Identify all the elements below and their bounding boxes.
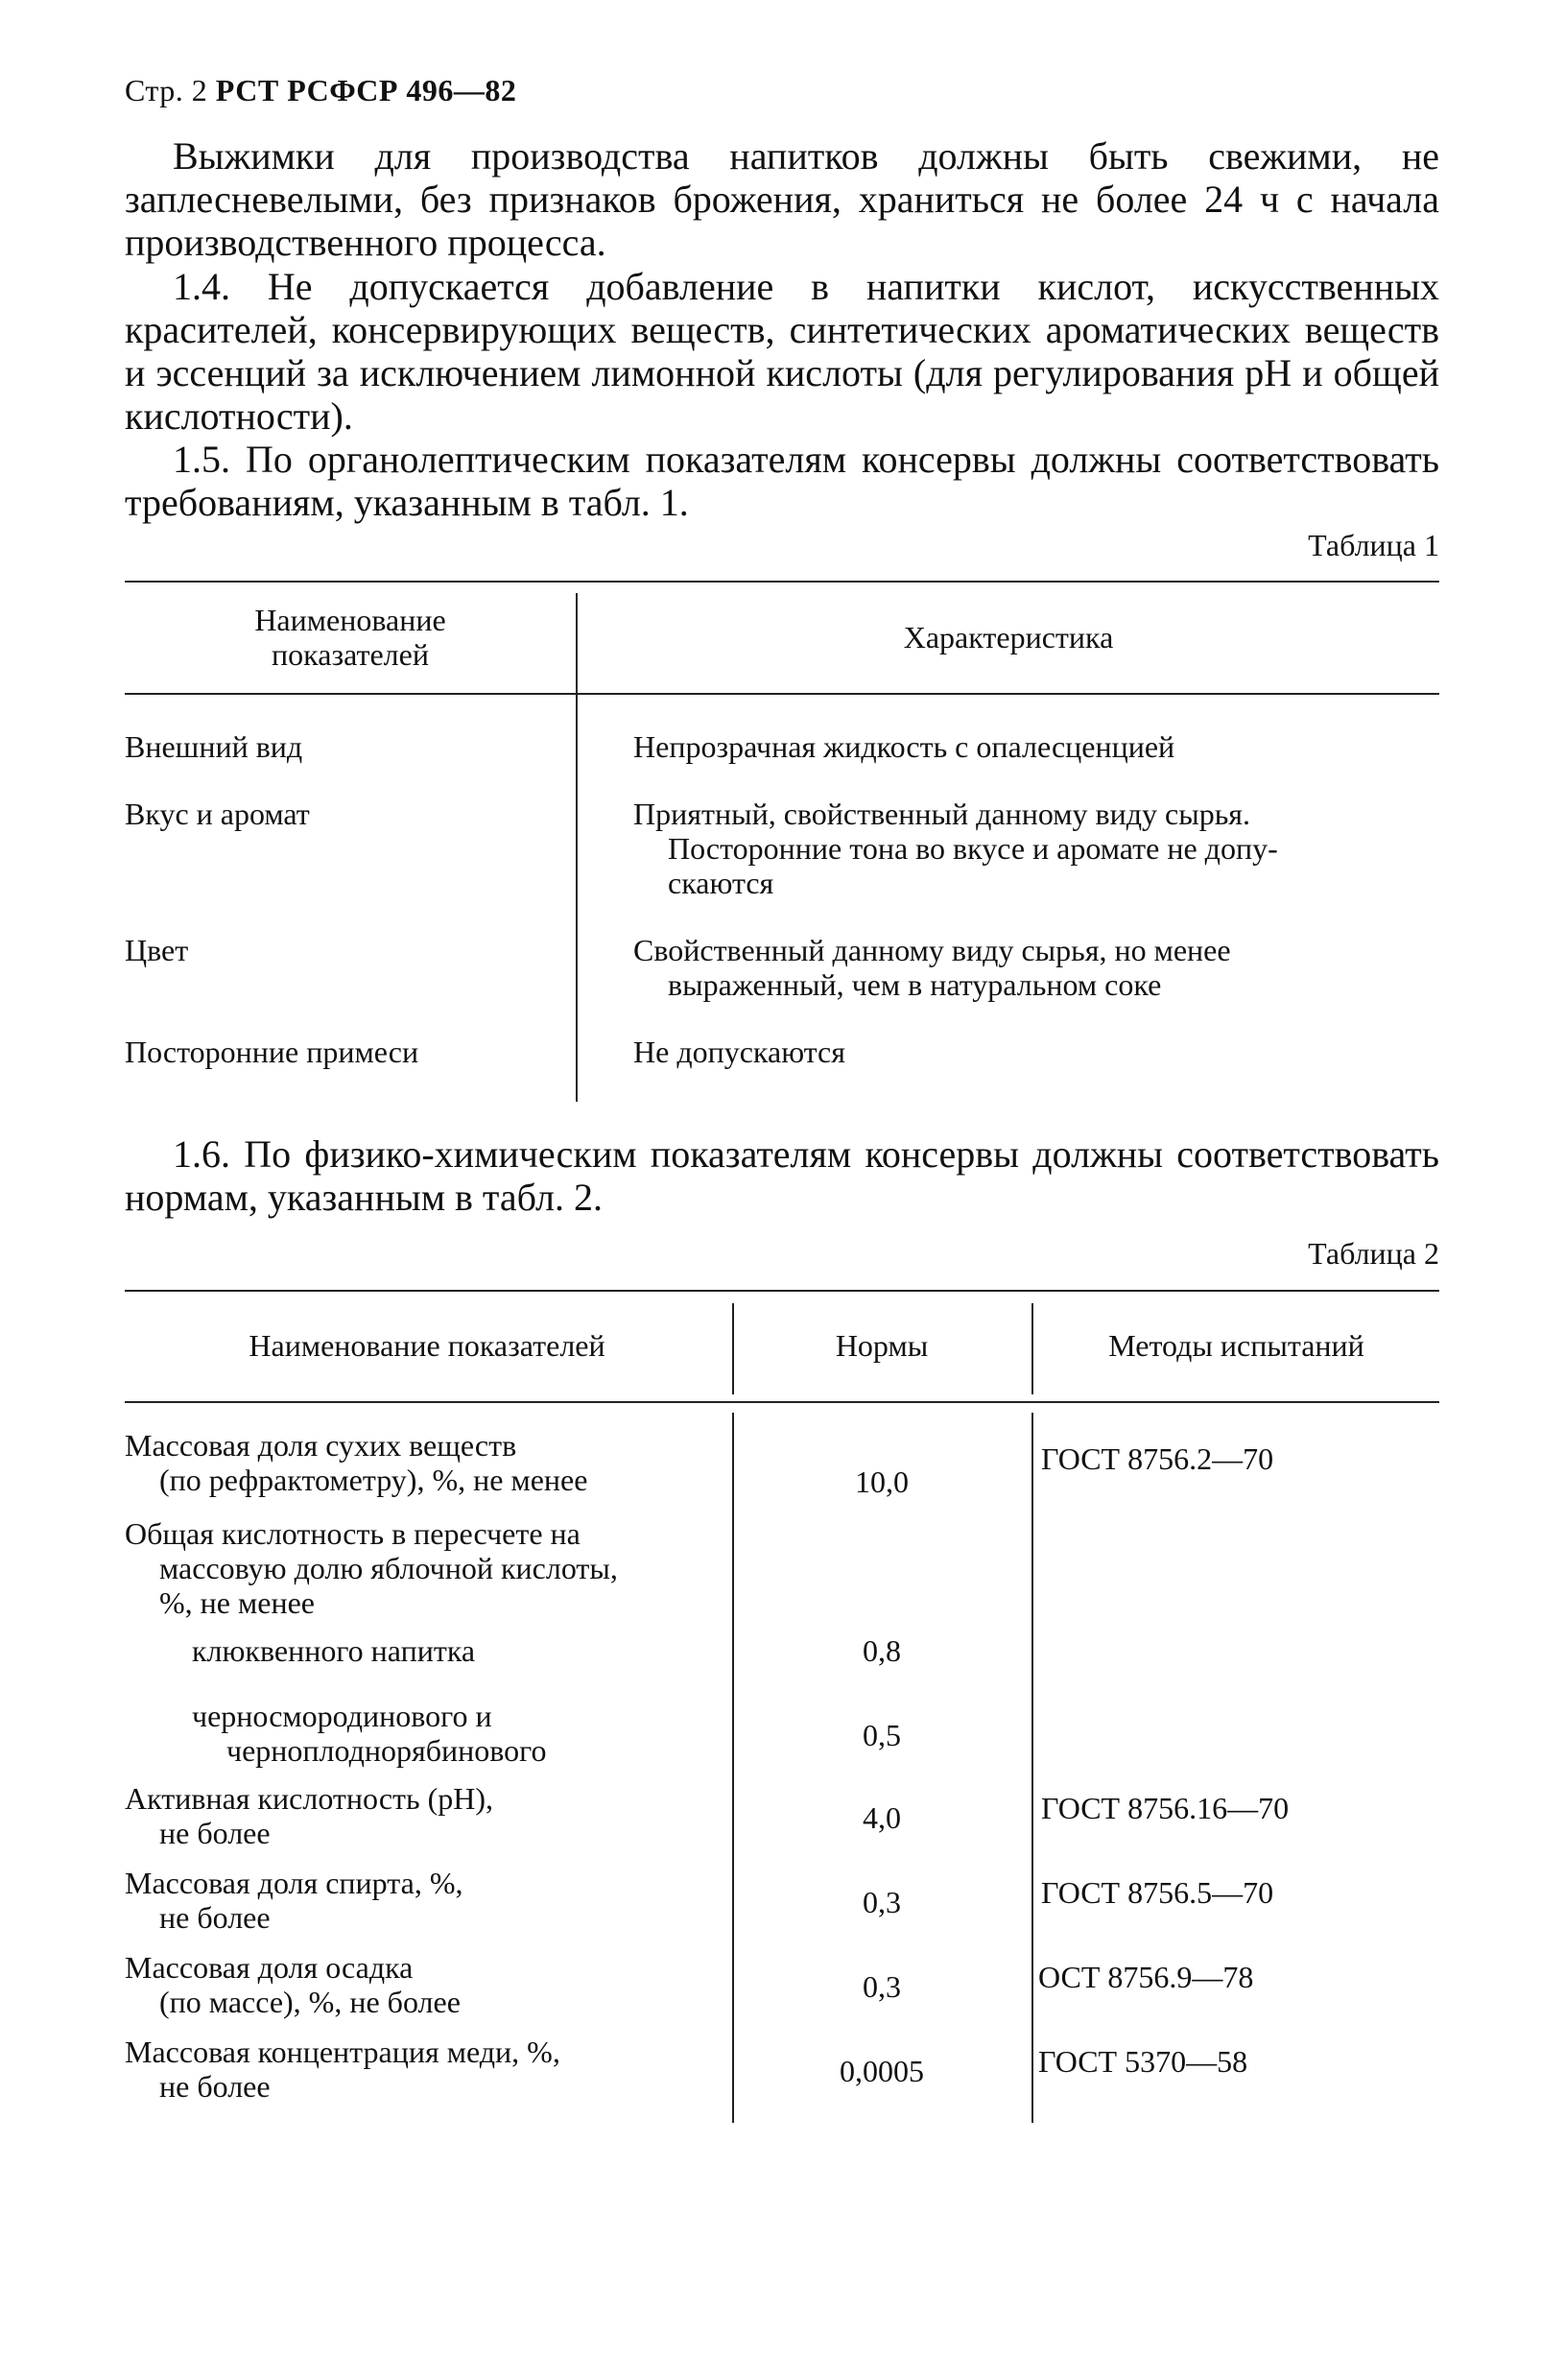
table1-header-name [125,603,576,672]
table1-top-rule [125,581,1439,583]
table2-row-norm: 0,8 [863,1633,901,1668]
table2-row-name-line: черносмородинового и [192,1699,492,1733]
table2-header-method: Методы испытаний [1108,1328,1364,1363]
table2-row-name [125,1428,729,1497]
table2-row-name [125,1950,729,2019]
table1-row-name: Внешний вид [125,729,303,764]
table2-row-name [125,1781,729,1850]
table2-row-name-line: Массовая концентрация меди, %, [125,2035,560,2069]
table2-column-divider-2 [1031,1413,1033,2123]
page-header [125,73,516,108]
table1-header-name-line2: показателей [272,637,429,672]
paragraph-pomace: Выжимки для производства напитков должны быть свежими, не заплесневелыми, без признаков брожения, храниться не более 24 ч с начала производственного процесса. [125,134,1439,264]
table2-caption: Таблица 2 [1308,1236,1439,1271]
table2-row-norm: 0,0005 [840,2054,924,2088]
table2-row-method: ГОСТ 5370—58 [1038,2044,1248,2079]
paragraph-1-6: 1.6. По физико-химическим показателям консервы должны соответствовать нормам, указанным в табл. 2. [125,1132,1439,1219]
table2-row-method: ОСТ 8756.9—78 [1038,1960,1254,1994]
table2-row-name-line: (по рефрактометру), %, не менее [159,1463,588,1497]
table2-row-name-line: Массовая доля осадка [125,1950,414,1985]
table2-row-name-line: массовую долю яблочной кислоты, [159,1551,618,1585]
table1-row-char-line: скаются [668,866,774,900]
table1-header-characteristic: Характеристика [903,620,1114,654]
table1-header-rule [125,693,1439,695]
table1-row-name: Посторонние примеси [125,1035,419,1069]
table1-row-characteristic [633,797,1439,900]
table2-row-name-line: не более [159,2069,271,2104]
table1-header-name-line1: Наименование [254,603,446,637]
table2-row-name-line: черноплоднорябинового [226,1733,547,1768]
page-label: Стр. 2 [125,73,208,107]
table2-row-name [125,1866,729,1935]
table2-row-method: ГОСТ 8756.5—70 [1041,1875,1274,1910]
table1-row-characteristic [633,933,1439,1002]
table2-row-name [192,1699,729,1768]
table2-row-name-line: Общая кислотность в пересчете на [125,1516,581,1551]
table2-row-name-line: %, не менее [159,1585,315,1620]
table1-row-characteristic [633,1035,1439,1069]
table2-header-rule [125,1401,1439,1403]
table2-row-norm: 10,0 [855,1464,909,1499]
table1-row-char-line: Посторонние тона во вкусе и аромате не допу- [668,831,1278,866]
table2-header-name: Наименование показателей [249,1328,605,1363]
table2-row-name-line: Массовая доля сухих веществ [125,1428,517,1463]
table1-row-char-line: Непрозрачная жидкость с опалесценцией [633,729,1175,764]
table1-row-name: Цвет [125,933,189,967]
table2-row-norm: 0,3 [863,1969,901,2004]
table1-column-divider [576,593,578,1102]
table1-row-char-line: выраженный, чем в натуральном соке [668,967,1162,1002]
table1-row-char-line: Свойственный данному виду сырья, но менее [633,933,1231,967]
table2-row-name [125,1516,729,1620]
table2-row-norm: 0,3 [863,1885,901,1919]
table2-row-name-line: не более [159,1900,271,1935]
table2-row-name-line: (по массе), %, не более [159,1985,461,2019]
table2-row-name-line: не более [159,1816,271,1850]
table2-row-name-line: Активная кислотность (pH), [125,1781,494,1816]
paragraph-1-5: 1.5. По органолептическим показателям консервы должны соответствовать требованиям, указанным в табл. 1. [125,438,1439,524]
table1-row-characteristic [633,729,1439,764]
table2-row-name [125,2035,729,2104]
table2-top-rule [125,1290,1439,1292]
table2-header-norm: Нормы [835,1328,929,1363]
table1-row-char-line: Приятный, свойственный данному виду сырья. [633,797,1250,831]
table2-row-name: клюквенного напитка [192,1633,476,1668]
standard-number: РСТ РСФСР 496—82 [215,73,517,107]
table2-column-divider-1 [732,1413,734,2123]
table1-row-char-line: Не допускаются [633,1035,845,1069]
table2-row-method: ГОСТ 8756.16—70 [1041,1791,1290,1825]
table2-row-norm: 0,5 [863,1718,901,1752]
table1-row-name: Вкус и аромат [125,797,310,831]
table2-row-norm: 4,0 [863,1800,901,1835]
table2-row-name-line: Массовая доля спирта, %, [125,1866,463,1900]
paragraph-1-4: 1.4. Не допускается добавление в напитки кислот, искусственных красителей, консервирующих веществ, синтетических ароматических веществ и эссенций за исключением лимонной кислоты (для регулирования pH и общей кислотности). [125,265,1439,438]
table1-caption: Таблица 1 [1308,528,1439,562]
table2-row-method: ГОСТ 8756.2—70 [1041,1441,1274,1476]
